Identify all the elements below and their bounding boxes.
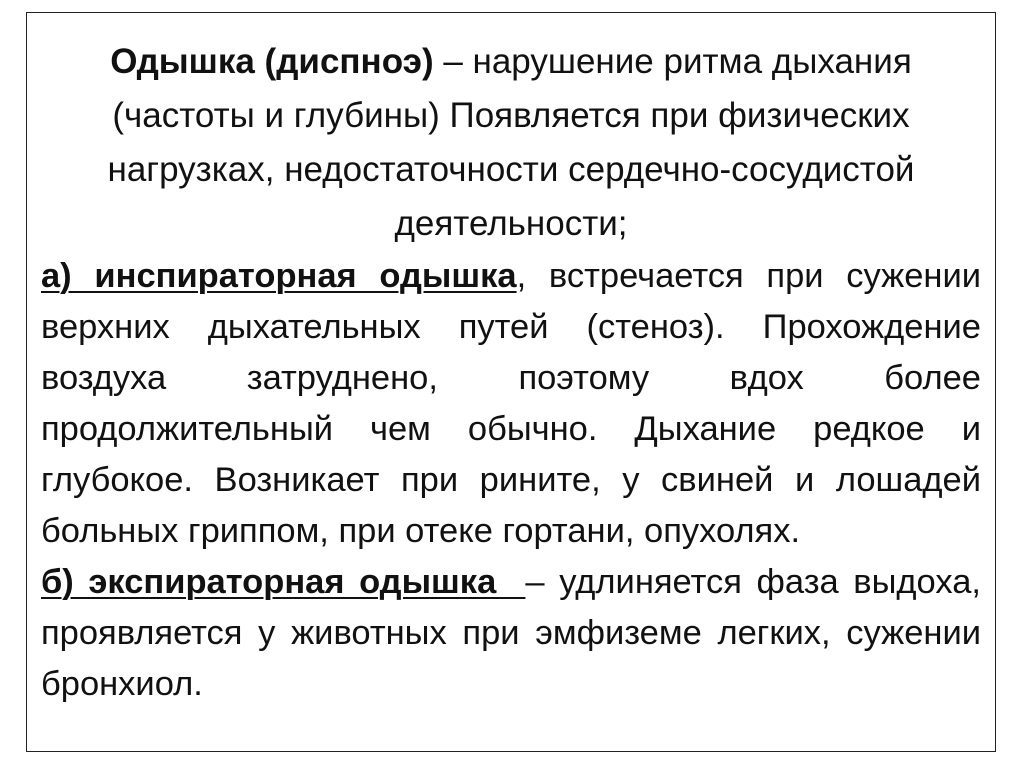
slide-frame xyxy=(26,12,996,752)
inspiratory-dyspnea-paragraph xyxy=(41,251,981,557)
dyspnea-definition-text: – нарушение ритма дыхания (частоты и глубины) Появляется при физических нагрузках, недостаточности сердечно-сосудистой деятельности; xyxy=(107,42,915,243)
expiratory-dyspnea-text: – удлиняется фаза выдоха, проявляется у животных при эмфиземе легких, сужении бронхиол. xyxy=(41,563,981,703)
inspiratory-dyspnea-term: а) инспираторная одышка xyxy=(41,257,517,295)
inspiratory-dyspnea-text: , встречается при сужении верхних дыхательных путей (стеноз). Прохождение воздуха затруднено, поэтому вдох более продолжительный чем обычно. Дыхание редкое и глубокое. Возникает при рините, у свиней и лошадей больных гриппом, при отеке гортани, опухолях. xyxy=(41,257,981,550)
expiratory-dyspnea-paragraph xyxy=(41,557,981,710)
definition-paragraph xyxy=(41,35,981,251)
dyspnea-term: Одышка (диспноэ) xyxy=(110,42,434,81)
expiratory-dyspnea-term: б) экспираторная одышка xyxy=(41,563,526,601)
